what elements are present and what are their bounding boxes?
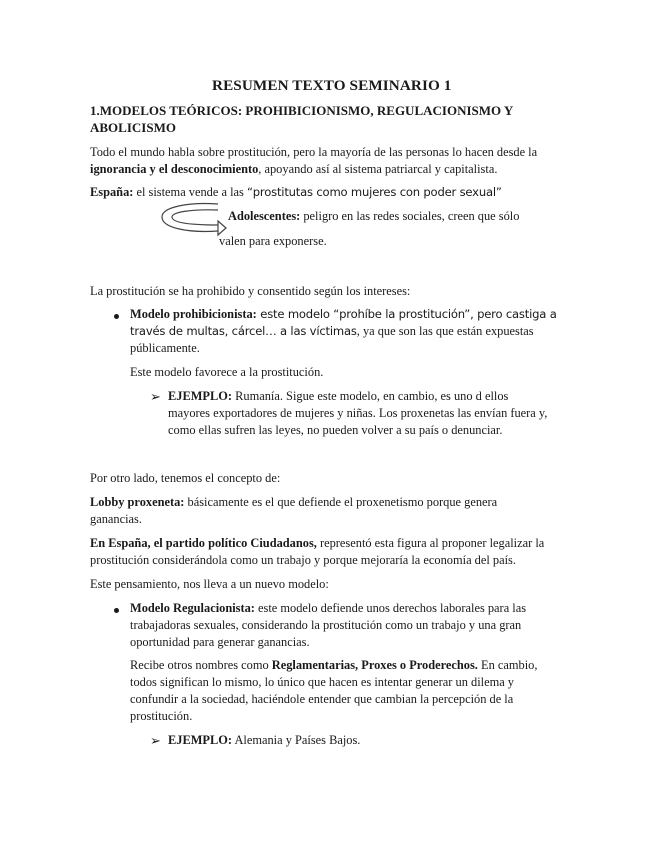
regulacionista-p2-text1: Recibe otros nombres como [130, 658, 272, 672]
regulacionista-p2-line2: todos significan lo mismo, lo único que hacen es intentar generar un dilema y [130, 675, 515, 689]
regulacionista-p2-bold: Reglamentarias, Proxes o Proderechos. [271, 658, 478, 672]
prohibicionista-note: Este modelo favorece a la prostitución. [130, 365, 324, 379]
espana-label: España: [90, 185, 134, 199]
section-heading-line2: ABOLICISMO [90, 120, 176, 135]
intro-line2 [90, 162, 497, 177]
ejemplo-rumania-text: Rumanía. Sigue este modelo, en cambio, es uno d ellos [232, 389, 509, 403]
regulacionista-p2-line1 [130, 658, 537, 673]
arrowhead-bullet-icon: ➢ [150, 733, 161, 748]
ejemplo-rumania-line2: mayores exportadores de mujeres y niñas. Los proxenetas las envían fuera y, [168, 406, 548, 420]
intro-line1: Todo el mundo habla sobre prostitución, pero la mayoría de las personas lo hacen desde la [90, 145, 538, 159]
adolescentes-label: Adolescentes: [228, 209, 301, 223]
ejemplo-label: EJEMPLO: [168, 389, 233, 403]
intro2: La prostitución se ha prohibido y consentido según los intereses: [90, 284, 411, 298]
regulacionista-line3: oportunidad para generar ganancias. [130, 635, 310, 649]
lobby-label: Lobby proxeneta: [90, 495, 185, 509]
prohibicionista-line1-rest: este modelo “prohíbe la prostitución”, pero castiga a [256, 307, 557, 321]
regulacionista-line2: trabajadoras sexuales, considerando la prostitución como un trabajo y una gran [130, 618, 522, 632]
espana-quote: “prostitutas como mujeres con poder sexual” [246, 185, 502, 199]
prohibicionista-line2-hand: través de multas, cárcel… a las víctimas [130, 324, 357, 338]
otro-lado: Por otro lado, tenemos el concepto de: [90, 471, 281, 485]
intro-rest: , apoyando así al sistema patriarcal y capitalista. [258, 162, 498, 176]
adolescentes-line1 [228, 209, 519, 224]
ciudadanos-line2: prostitución considerándola como un trabajo y porque mejoraría la economía del país. [90, 553, 516, 567]
regulacionista-label: Modelo Regulacionista: [130, 601, 255, 615]
espana-paragraph [90, 185, 502, 200]
prohibicionista-label: Modelo prohibicionista: [130, 307, 257, 321]
prohibicionista-line3: públicamente. [130, 341, 200, 355]
prohibicionista-line1 [130, 307, 557, 322]
regulacionista-p2-line4: prostitución. [130, 709, 193, 723]
ejemplo-alemania-text: Alemania y Países Bajos. [232, 733, 361, 747]
ciudadanos-text: representó esta figura al proponer legalizar la [316, 536, 545, 550]
arrowhead-bullet-icon: ➢ [150, 389, 161, 404]
lobby-line1 [90, 495, 497, 510]
regulacionista-p2-line3: confundir a la sociedad, haciéndole entender que cambian la percepción de la [130, 692, 514, 706]
ejemplo-label: EJEMPLO: [168, 733, 233, 747]
espana-text: el sistema vende a las [133, 185, 247, 199]
intro-bold: ignorancia y el desconocimiento [90, 162, 259, 176]
page-title: RESUMEN TEXTO SEMINARIO 1 [212, 77, 452, 94]
section-heading-line1: 1.MODELOS TEÓRICOS: PROHIBICIONISMO, REGULACIONISMO Y [90, 103, 514, 118]
lobby-text: básicamente es el que defiende el proxenetismo porque genera [184, 495, 498, 509]
regulacionista-line1-rest: este modelo defiende unos derechos laborales para las [254, 601, 527, 615]
regulacionista-line1 [130, 601, 526, 616]
ciudadanos-line1 [90, 536, 544, 551]
ejemplo-alemania [168, 733, 360, 748]
lobby-line2: ganancias. [90, 512, 142, 526]
prohibicionista-line2 [130, 324, 534, 339]
adolescentes-line2: valen para exponerse. [219, 234, 327, 248]
ejemplo-rumania-line3: como ellas sufren las leyes, no pueden volver a su país o denunciar. [168, 423, 503, 437]
bullet-icon [114, 314, 119, 319]
regulacionista-p2-text2: En cambio, [477, 658, 538, 672]
pensamiento: Este pensamiento, nos lleva a un nuevo modelo: [90, 577, 329, 591]
prohibicionista-line2-rest: , ya que son las que están expuestas [356, 324, 534, 338]
ciudadanos-label: En España, el partido político Ciudadanos, [90, 536, 317, 550]
bullet-icon [114, 608, 119, 613]
ejemplo-rumania-line1 [168, 389, 508, 404]
adolescentes-text: peligro en las redes sociales, creen que sólo [300, 209, 520, 223]
